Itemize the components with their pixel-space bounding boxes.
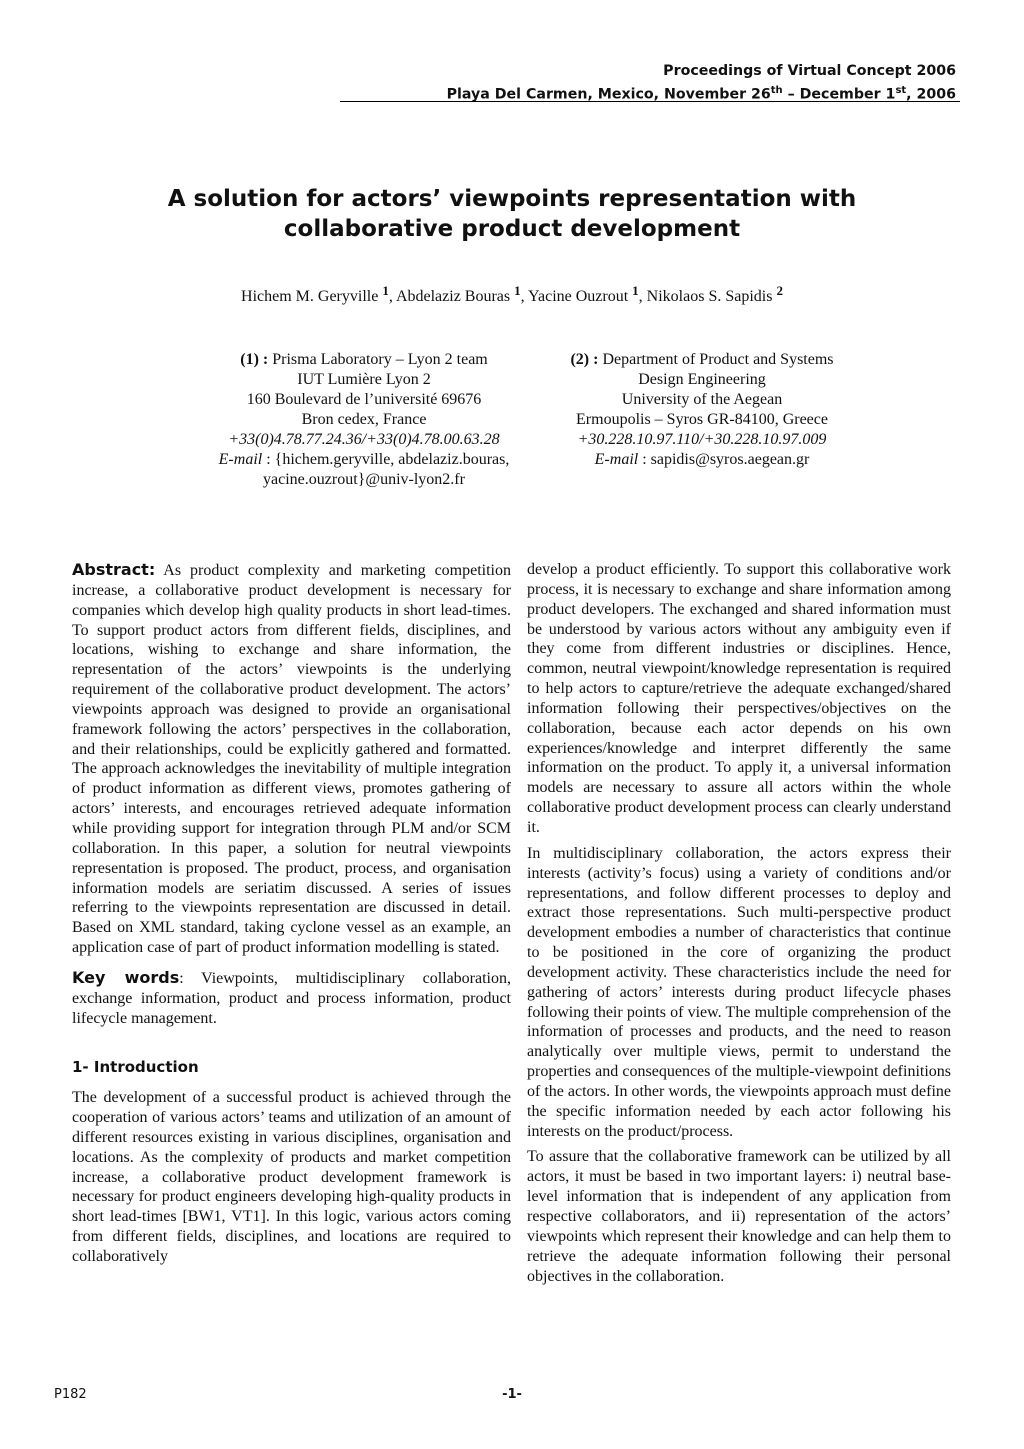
header-divider — [340, 101, 960, 102]
phone-number: +33(0)4.78.77.24.36/+33(0)4.78.00.63.28 — [228, 431, 500, 448]
paragraph: In multidisciplinary collaboration, the actors express their interests (activity’s focus) using a variety of conditions and/or representations, and follow different processes to deploy and extract those representations. Such multi-perspective product development embodies a number of characteristics that continue to be positioned in the core of organizing the product development activity. These characteristics include the need for gathering of actors’ interests during product lifecycle phases following their points of view. The multiple comprehension of the information of processes and products, and the need to reason analytically over multiple views, permit to understand the properties and consequences of the multiple-viewpoint definitions of the actors. In other words, the viewpoints approach must define the specific information needed by each actor following his interests on the product/process. — [527, 844, 951, 1140]
author: Yacine Ouzrout — [528, 288, 629, 305]
phone-number: +30.228.10.97.110/+30.228.10.97.009 — [577, 431, 827, 448]
paragraph: The development of a successful product is achieved through the cooperation of various actors’ teams and utilization of an amount of different resources existing in various disciplines, organisation and locations. As the complexity of products and market competition increase, a collaborative product development framework is necessary for product engineers developing high-quality products in short lead-times [BW1, VT1]. In this logic, various actors coming from different fields, disciplines, and locations are required to collaboratively — [72, 1089, 511, 1265]
conference-name: Proceedings of Virtual Concept 2006 — [663, 63, 956, 79]
abstract: Abstract: As product complexity and marketing competition increase, a collaborative product development is necessary for companies which develop high quality products in short lead-times. To support product actors from different fields, disciplines, and locations, wishing to exchange and share information, the representation of the actors’ viewpoints is the underlying requirement of the collaborative product development. The actors’ viewpoints approach was designed to provide an organisational framework following the actors’ perspectives in the collaboration, and their relationships, could be explicitly gathered and formatted. The approach acknowledges the inevitability of multiple integration of product information as different views, promotes gathering of actors’ interests, and encourages retrieved adequate information while providing support for integration through PLM and/or SCM collaboration. In this paper, a solution for neutral viewpoints representation is proposed. The product, process, and organisation information models are seriatim discussed. A series of issues referring to the viewpoints representation are discussed in detail. Based on XML standard, taking cyclone vessel as an example, an application case of part of product information modelling is stated. — [72, 560, 511, 957]
paper-code: P182 — [54, 1387, 87, 1402]
page-number: -1- — [502, 1387, 522, 1402]
author: Nikolaos S. Sapidis — [646, 288, 773, 305]
author-affiliation-mark: 2 — [776, 283, 783, 298]
author-affiliation-mark: 1 — [514, 283, 521, 298]
author: Hichem M. Geryville — [241, 288, 379, 305]
left-column — [72, 560, 511, 1273]
author-affiliation-mark: 1 — [382, 283, 389, 298]
abstract-label: Abstract: — [72, 560, 156, 579]
paper-title: A solution for actors’ viewpoints representation with collaborative product development — [167, 186, 857, 242]
running-header — [447, 62, 956, 105]
keywords: Key words: Viewpoints, multidisciplinary collaboration, exchange information, product and process information, product lifecycle management. — [72, 967, 511, 1027]
paragraph: develop a product efficiently. To support this collaborative work process, it is necessary to exchange and share information among product developers. The exchanged and shared information must be understood by various actors without any ambiguity even if they come from different industries or disciplines. Hence, common, neutral viewpoint/knowledge representation is required to help actors to capture/retrieve the adequate exchanged/shared information following their perspectives/objectives on the collaboration, because each actor depends on his own experiences/knowledge and interpret differently the same information on the product. To apply it, a universal information models are necessary to assure all actors within the whole collaborative product development process can clearly understand it. — [527, 561, 951, 836]
author: Abdelaziz Bouras — [395, 288, 511, 305]
affiliation-2: (2) : Department of Product and Systems Design Engineering University of the Aegean Ermoupolis – Syros GR-84100, Greece +30.228.10.97.110/+30.228.10.97.009 E-mail : sapidis@syros.aegean.gr — [490, 350, 914, 470]
email-address: E-mail : sapidis@syros.aegean.gr — [594, 451, 810, 468]
affiliation-1: (1) : Prisma Laboratory – Lyon 2 team IUT Lumière Lyon 2 160 Boulevard de l’université 69676 Bron cedex, France +33(0)4.78.77.24.36/+33(0)4.78.00.63.28 E-mail : {hichem.geryville, abdelaziz.bouras, yacine.ouzrout}@univ-lyon2.fr — [114, 350, 614, 490]
author-list: Hichem M. Geryville $^1$, Abdelaziz Bouras $^1$, Yacine Ouzrout $^1$, Nikolaos S. Sapidis $^2$ — [241, 283, 783, 305]
author-affiliation-mark: 1 — [632, 283, 639, 298]
right-column — [527, 560, 951, 1292]
section-heading: 1- Introduction — [72, 1058, 199, 1077]
paragraph: To assure that the collaborative framework can be utilized by all actors, it must be based in two important layers: i) neutral base-level information that is independent of any application from respective collaborators, and ii) representation of the actors’ viewpoints which represent their knowledge and can help them to retrieve the adequate information following their personal objectives in the collaboration. — [527, 1148, 951, 1285]
conference-location: Playa Del Carmen, Mexico, November 26th – December 1st, 2006 — [446, 85, 956, 103]
keywords-label: Key words — [72, 967, 180, 987]
email-address: E-mail : {hichem.geryville, abdelaziz.bouras, — [218, 451, 510, 468]
